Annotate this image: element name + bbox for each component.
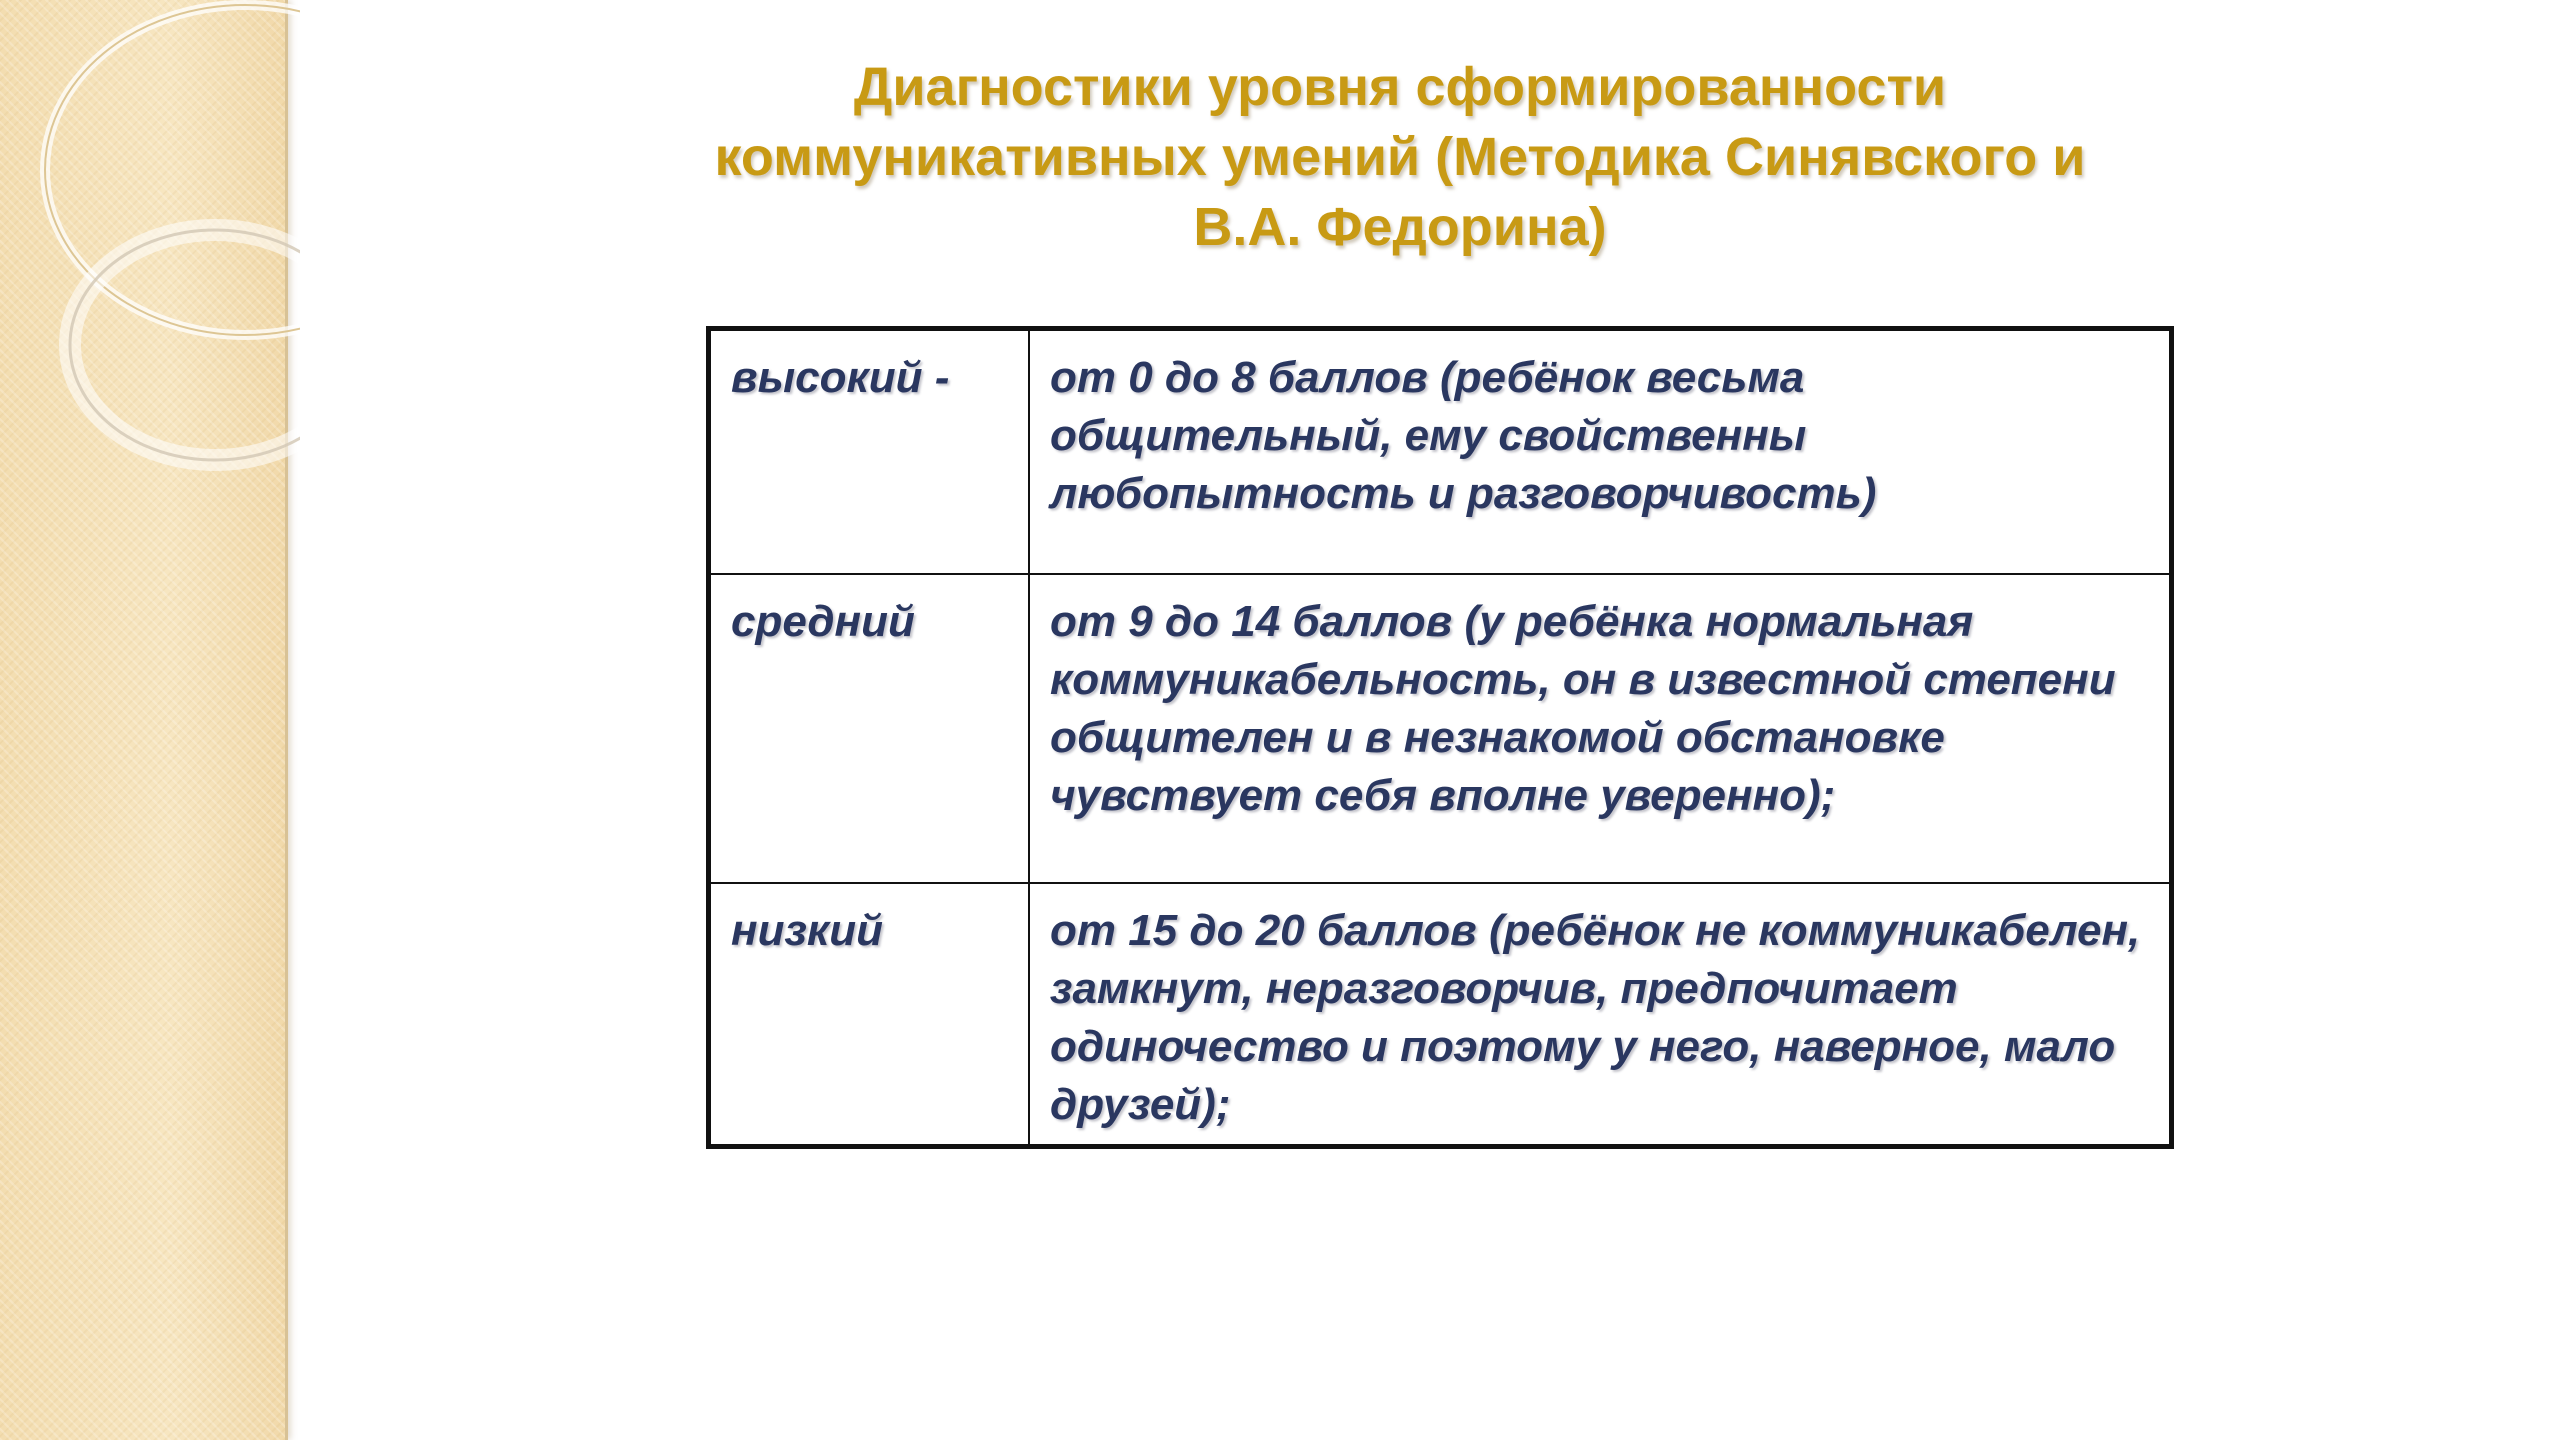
slide-title	[560, 52, 2240, 262]
levels-table	[706, 326, 2174, 1149]
title-line-3: В.А. Федорина)	[1193, 197, 1607, 257]
description-cell-high: от 0 до 8 баллов (ребёнок весьма общительный, ему свойственны любопытность и разговорчивость)	[1029, 329, 2172, 575]
table-row-medium	[709, 574, 2172, 883]
table-row-low	[709, 883, 2172, 1147]
level-cell-medium: средний	[709, 574, 1030, 883]
decorative-rings	[0, 0, 300, 520]
table-row-high	[709, 329, 2172, 575]
description-cell-medium: от 9 до 14 баллов (у ребёнка нормальная коммуникабельность, он в известной степени общителен и в незнакомой обстановке чувствует себя вполне уверенно);	[1029, 574, 2172, 883]
level-cell-low: низкий	[709, 883, 1030, 1147]
description-cell-low: от 15 до 20 баллов (ребёнок не коммуникабелен, замкнут, неразговорчив, предпочитает одиночество и поэтому у него, наверное, мало друзей);	[1029, 883, 2172, 1147]
title-line-1: Диагностики уровня сформированности	[853, 57, 1947, 117]
title-line-2: коммуникативных умений (Методика Синявского и	[714, 127, 2086, 187]
level-cell-high: высокий -	[709, 329, 1030, 575]
